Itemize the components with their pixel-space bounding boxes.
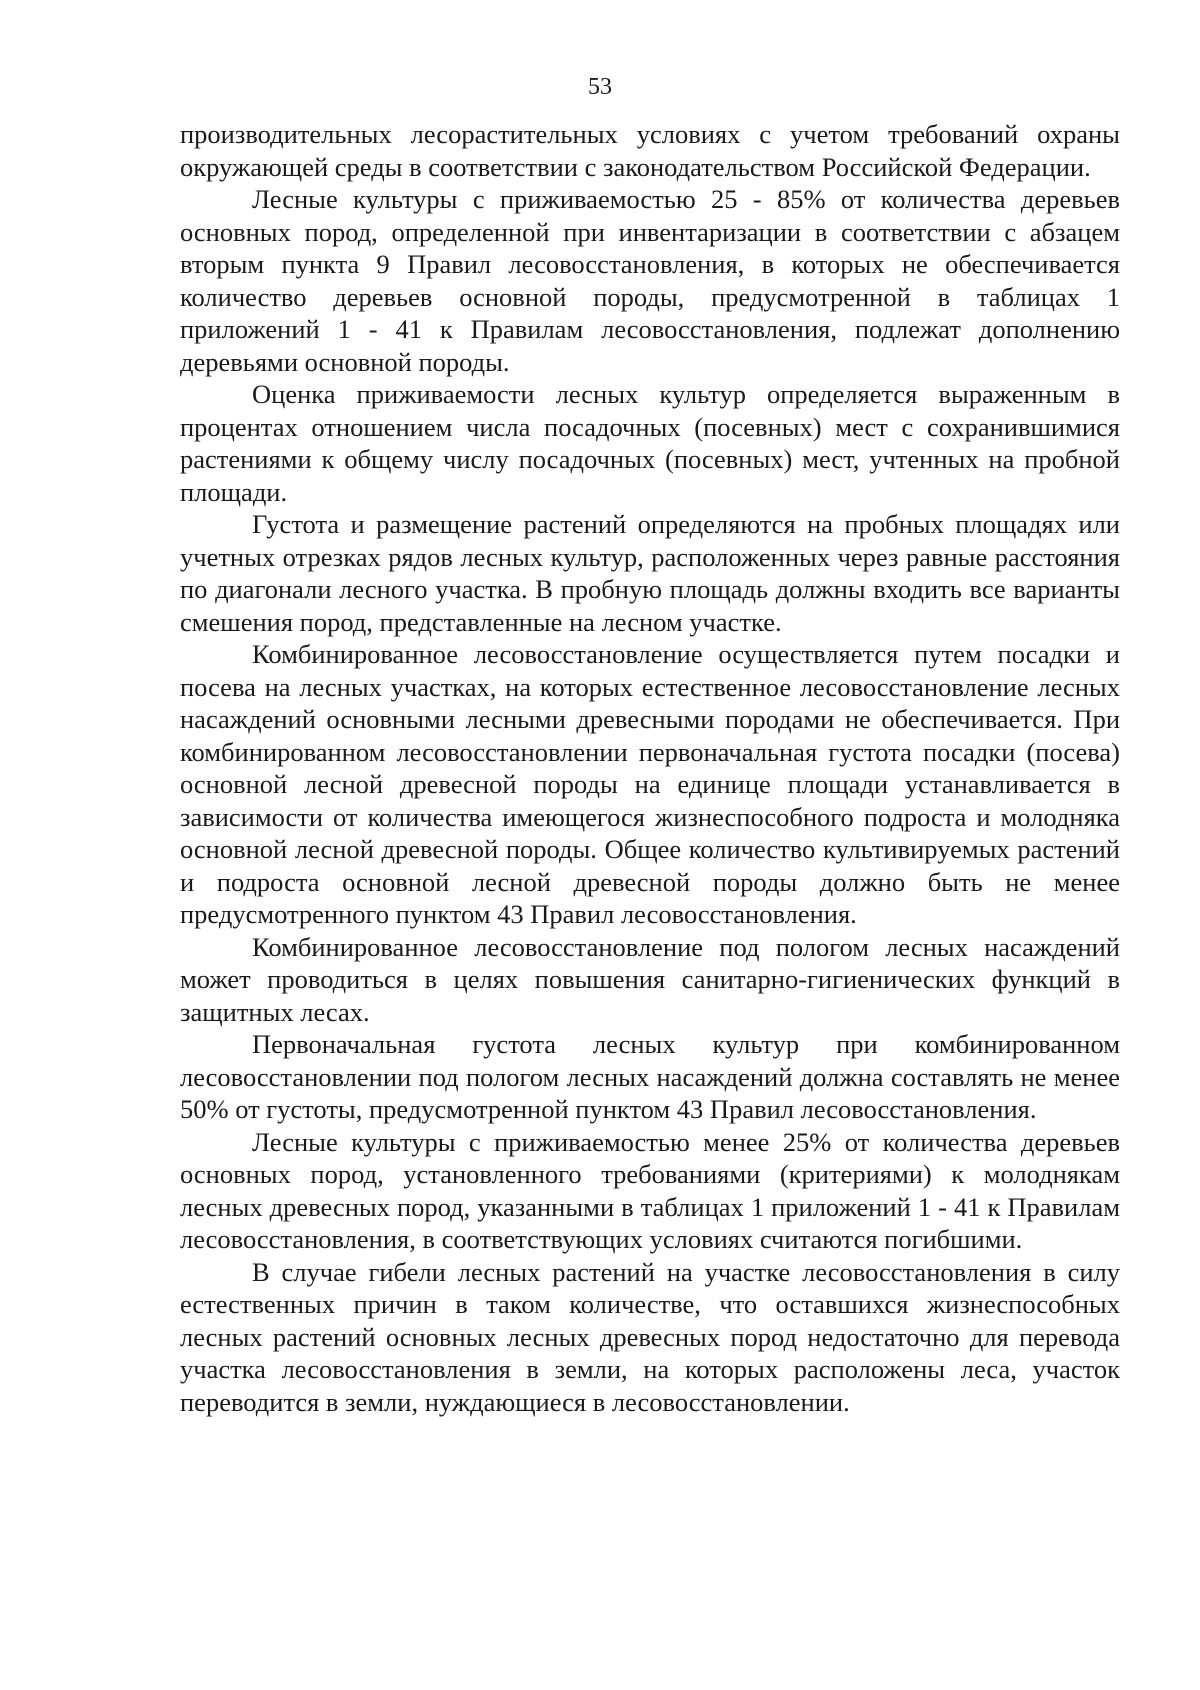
paragraph: Оценка приживаемости лесных культур определяется выраженным в процентах отношением числа посадочных (посевных) мест с сохранившимися растениями к общему числу посадочных (посевных) мест, учтенных на пробной площади. [180,379,1120,507]
paragraph: Комбинированное лесовосстановление под пологом лесных насаждений может проводиться в целях повышения санитарно-гигиенических функций в защитных лесах. [180,931,1120,1027]
paragraph-continuation: производительных лесорастительных условиях с учетом требований охраны окружающей среды в соответствии с законодательством Российской Федерации. [180,119,1120,182]
paragraph: Густота и размещение растений определяются на пробных площадях или учетных отрезках рядов лесных культур, расположенных через равные расстояния по диагонали лесного участка. В пробную площадь должны входить все варианты смешения пород, представленные на лесном участке. [180,509,1120,637]
paragraph: Комбинированное лесовосстановление осуществляется путем посадки и посева на лесных участках, на которых естественное лесовосстановление лесных насаждений основными лесными древесными породами не обеспечивается. При комбинированном лесовосстановлении первоначальная густота посадки (посева) основной лесной древесной породы на единице площади устанавливается в зависимости от количества имеющегося жизнеспособного подроста и молодняка основной лесной древесной породы. Общее количество культивируемых растений и подроста основной лесной древесной породы должно быть не менее предусмотренного пунктом 43 Правил лесовосстановления. [180,639,1120,929]
paragraph: В случае гибели лесных растений на участке лесовосстановления в силу естественных причин в таком количестве, что оставшихся жизнеспособных лесных растений основных лесных древесных пород недостаточно для перевода участка лесовосстановления в земли, на которых расположены леса, участок переводится в земли, нуждающиеся в лесовосстановлении. [180,1256,1120,1417]
paragraph: Первоначальная густота лесных культур при комбинированном лесовосстановлении под пологом лесных насаждений должна составлять не менее 50% от густоты, предусмотренной пунктом 43 Правил лесовосстановления. [180,1029,1120,1124]
paragraph: Лесные культуры с приживаемостью 25 - 85% от количества деревьев основных пород, определенной при инвентаризации в соответствии с абзацем вторым пункта 9 Правил лесовосстановления, в которых не обеспечивается количество деревьев основной породы, предусмотренной в таблицах 1 приложений 1 - 41 к Правилам лесовосстановления, подлежат дополнению деревьями основной породы. [180,184,1120,377]
body-text [180,118,1120,1418]
page-number: 53 [588,74,612,100]
paragraph: Лесные культуры с приживаемостью менее 25% от количества деревьев основных пород, установленного требованиями (критериями) к молоднякам лесных древесных пород, указанными в таблицах 1 приложений 1 - 41 к Правилам лесовосстановления, в соответствующих условиях считаются погибшими. [180,1126,1120,1254]
